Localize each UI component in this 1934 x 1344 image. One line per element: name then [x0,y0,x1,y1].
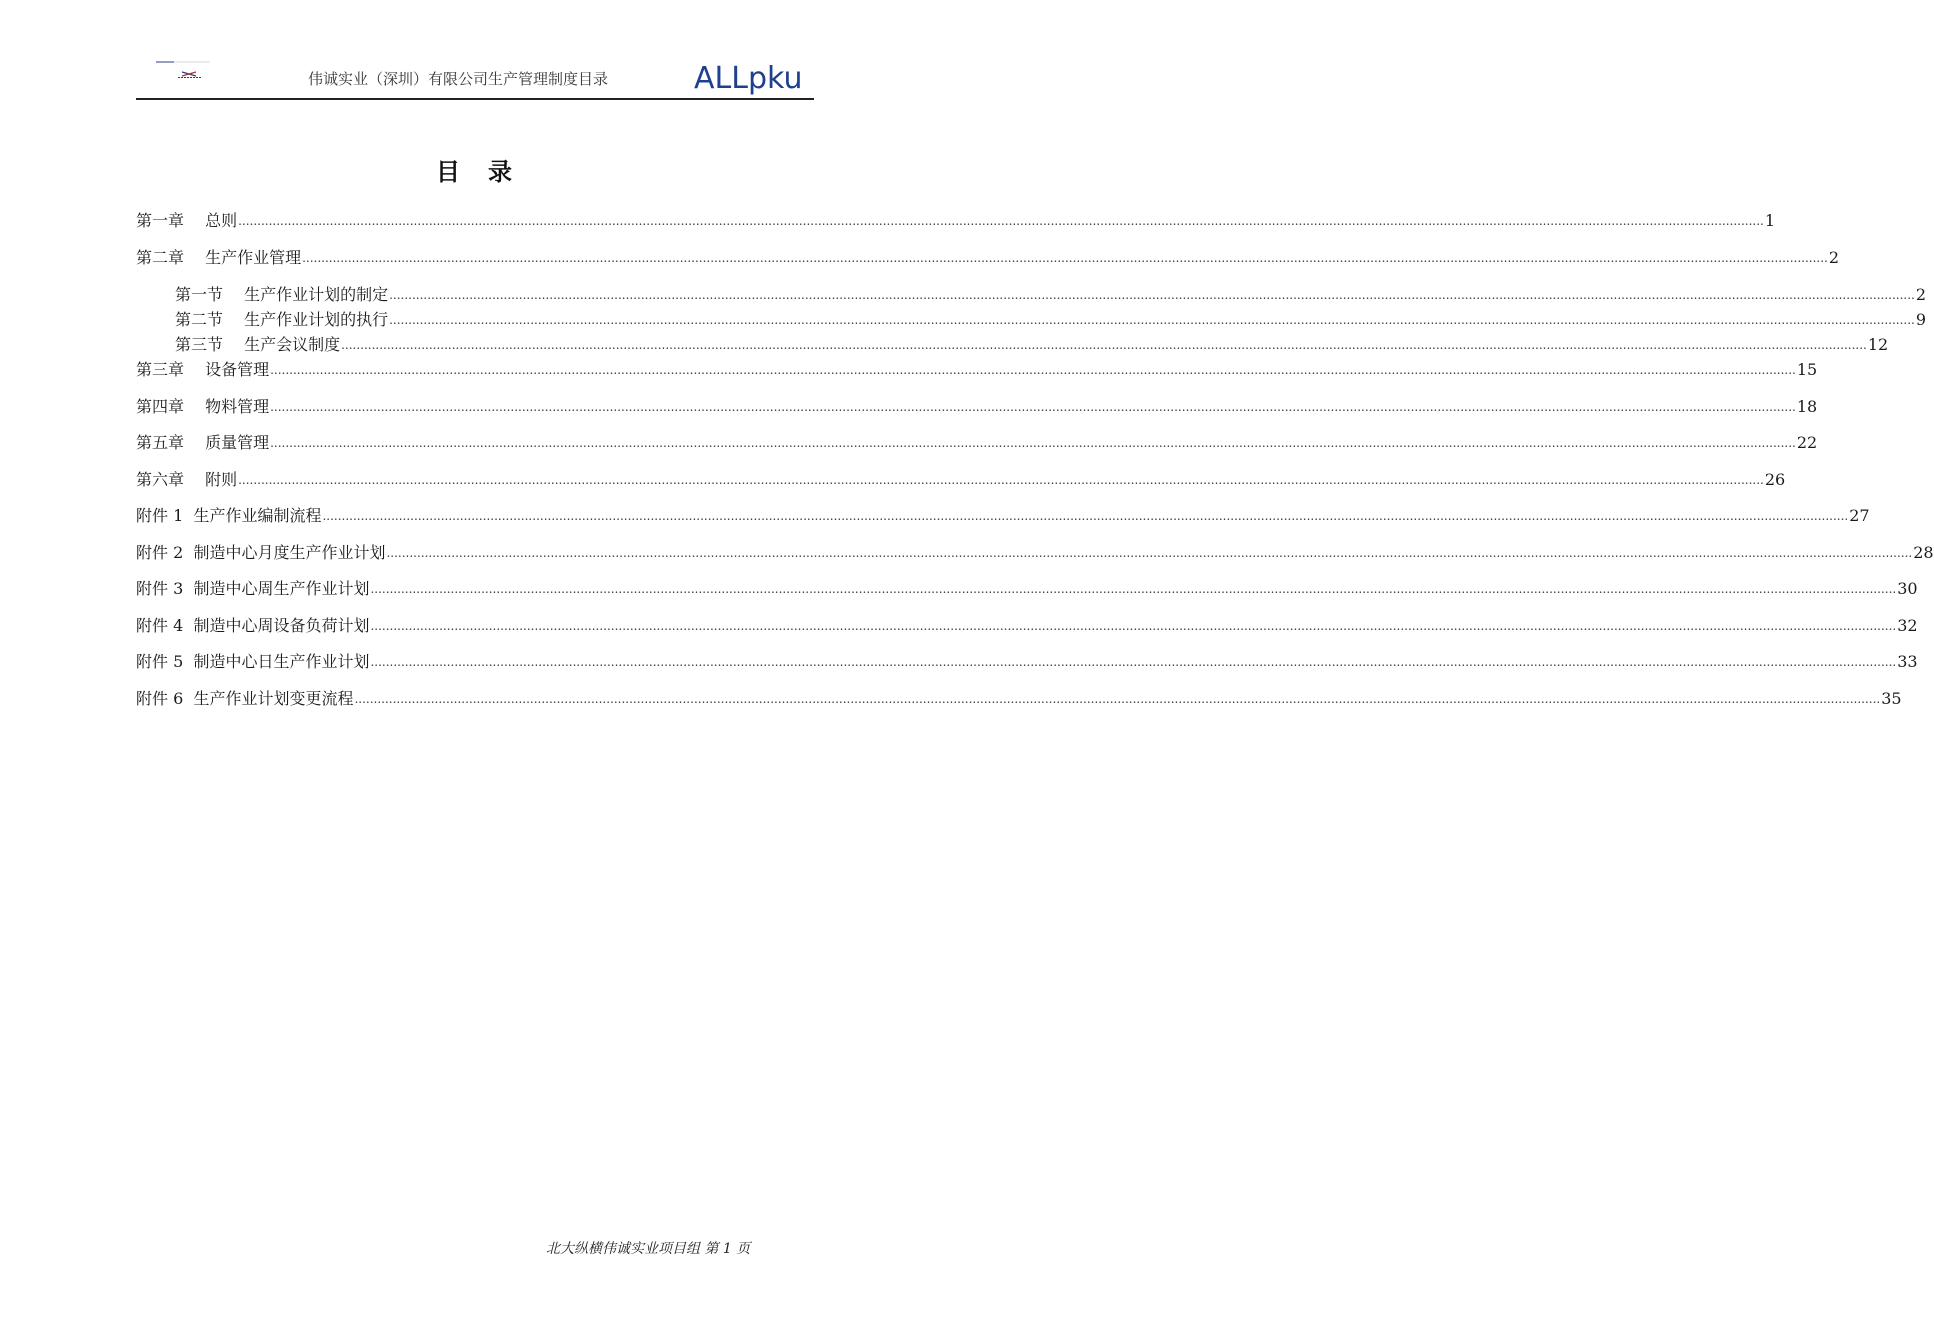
toc-leader-dots: ................................................................................................................................................................................................................................................................................................................................................................................................................ [238,473,1764,487]
toc-entry[interactable] [136,540,1934,566]
toc-leader-dots: ................................................................................................................................................................................................................................................................................................................................................................................................................ [370,655,1897,669]
toc-title: 目 录 [436,158,514,186]
toc-entry-page: 35 [1881,689,1902,708]
toc-entry[interactable] [136,649,1918,675]
toc-leader-dots: ................................................................................................................................................................................................................................................................................................................................................................................................................ [270,363,1796,377]
toc-entry-label: 第六章 附则 [136,470,238,489]
toc-entry-page: 18 [1796,397,1818,416]
toc-leader-dots: ................................................................................................................................................................................................................................................................................................................................................................................................................ [370,582,1897,596]
toc-entry[interactable] [175,282,1927,308]
toc-entry-page: 15 [1796,360,1818,379]
toc-entry[interactable] [136,576,1918,602]
company-logo-icon [152,60,212,84]
toc-entry[interactable] [136,613,1918,639]
toc-entry-page: 28 [1913,543,1934,562]
toc-entry-label: 附件 3 制造中心周生产作业计划 [136,579,370,598]
allpku-logo-text: ALLpku [694,61,803,96]
toc-entry[interactable] [136,394,1818,420]
toc-entry-page: 32 [1897,616,1918,635]
toc-leader-dots: ................................................................................................................................................................................................................................................................................................................................................................................................................ [370,619,1897,633]
toc-entry-label: 附件 4 制造中心周设备负荷计划 [136,616,370,635]
toc-entry-label: 附件 1 生产作业编制流程 [136,506,322,525]
toc-leader-dots: ................................................................................................................................................................................................................................................................................................................................................................................................................ [354,692,1881,706]
toc-entry-page: 9 [1915,310,1927,329]
toc-entry-label: 第一节 生产作业计划的制定 [175,285,389,304]
toc-entry-label: 第三章 设备管理 [136,360,270,379]
toc-entry-page: 12 [1867,335,1889,354]
toc-leader-dots: ................................................................................................................................................................................................................................................................................................................................................................................................................ [341,338,1867,352]
toc-entry-label: 附件 6 生产作业计划变更流程 [136,689,354,708]
toc-leader-dots: ................................................................................................................................................................................................................................................................................................................................................................................................................ [302,251,1828,265]
toc-entry-label: 附件 5 制造中心日生产作业计划 [136,652,370,671]
toc-entry-label: 第五章 质量管理 [136,433,270,452]
toc-entry-page: 22 [1796,433,1818,452]
allpku-logo-icon [694,58,810,94]
toc-leader-dots: ................................................................................................................................................................................................................................................................................................................................................................................................................ [389,288,1915,302]
toc-leader-dots: ................................................................................................................................................................................................................................................................................................................................................................................................................ [389,313,1915,327]
toc-entry-page: 27 [1849,506,1870,525]
header-divider [136,98,814,100]
toc-entry-label: 第一章 总则 [136,211,238,230]
toc-entry-label: 第三节 生产会议制度 [175,335,341,354]
toc-leader-dots: ................................................................................................................................................................................................................................................................................................................................................................................................................ [322,509,1849,523]
header-title: 伟诚实业（深圳）有限公司生产管理制度目录 [308,70,609,88]
toc-entry[interactable] [136,208,1776,234]
toc-entry-page: 2 [1915,285,1927,304]
toc-entry-label: 第二章 生产作业管理 [136,248,302,267]
toc-leader-dots: ................................................................................................................................................................................................................................................................................................................................................................................................................ [270,400,1796,414]
toc-entry-label: 附件 2 制造中心月度生产作业计划 [136,543,386,562]
toc-entry-label: 第二节 生产作业计划的执行 [175,310,389,329]
toc-leader-dots: ................................................................................................................................................................................................................................................................................................................................................................................................................ [386,546,1913,560]
toc-entry[interactable] [175,332,1889,358]
page-header [136,52,814,100]
toc-entry[interactable] [136,430,1818,456]
toc-entry-page: 30 [1897,579,1918,598]
toc-entry[interactable] [136,686,1902,712]
page-footer: 北大纵横伟诚实业项目组 第 1 页 [546,1241,751,1257]
toc-entry-page: 26 [1764,470,1786,489]
toc-entry[interactable] [175,307,1927,333]
toc-entry-page: 1 [1764,211,1776,230]
toc-entry-label: 第四章 物料管理 [136,397,270,416]
toc-entry[interactable] [136,503,1870,529]
toc-leader-dots: ................................................................................................................................................................................................................................................................................................................................................................................................................ [270,436,1796,450]
toc-entry[interactable] [136,245,1840,271]
toc-entry-page: 33 [1897,652,1918,671]
toc-entry[interactable] [136,357,1818,383]
toc-leader-dots: ................................................................................................................................................................................................................................................................................................................................................................................................................ [238,214,1764,228]
toc-entry[interactable] [136,467,1786,493]
toc-entry-page: 2 [1828,248,1840,267]
